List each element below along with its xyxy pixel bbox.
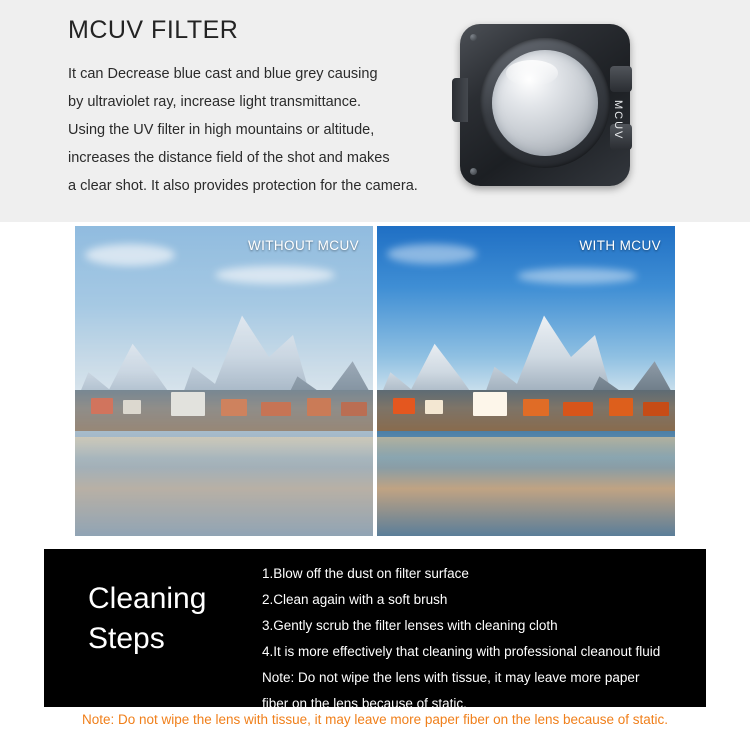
filter-notch-top (610, 66, 632, 92)
photo-without-filter (75, 226, 373, 536)
cleaning-step: 4.It is more effectively that cleaning with professional cleanout fluid (262, 644, 661, 659)
village-strip (377, 390, 675, 433)
description-line: Using the UV filter in high mountains or altitude, (68, 122, 375, 138)
house (523, 399, 549, 416)
photo-with-filter (377, 226, 675, 536)
screw-icon (470, 168, 477, 175)
cleaning-title (88, 579, 206, 659)
cloud (387, 244, 477, 264)
cleaning-step: 1.Blow off the dust on filter surface (262, 566, 469, 581)
filter-ring (480, 38, 610, 168)
description-line: It can Decrease blue cast and blue grey causing (68, 66, 378, 82)
description-line: increases the distance field of the shot and makes (68, 150, 390, 166)
top-description-section (0, 0, 750, 222)
house (473, 392, 507, 416)
cleaning-step: 2.Clean again with a soft brush (262, 592, 448, 607)
caption-without-mcuv: WITHOUT MCUV (247, 238, 359, 253)
water-reflection (377, 437, 675, 469)
cleaning-note-line: Note: Do not wipe the lens with tissue, it may leave more paper (262, 670, 640, 685)
description-line: a clear shot. It also provides protection for the camera. (68, 178, 418, 194)
filter-mount-tab (452, 78, 468, 122)
footer-warning-note: Note: Do not wipe the lens with tissue, it may leave more paper fiber on the lens because of static. (81, 712, 669, 727)
house (393, 398, 415, 414)
cleaning-step: 3.Gently scrub the filter lenses with cleaning cloth (262, 618, 558, 633)
blue-haze-overlay (75, 226, 373, 536)
water (377, 431, 675, 536)
house (643, 402, 669, 416)
cloud (517, 268, 637, 284)
cleaning-steps-section (44, 549, 706, 711)
description-text (68, 60, 488, 200)
cleaning-note-line: fiber on the lens because of static. (262, 696, 467, 711)
page-title: MCUV FILTER (68, 16, 239, 44)
screw-icon (470, 34, 477, 41)
filter-brand-label: MCUV (612, 100, 624, 141)
house (563, 402, 593, 416)
cleaning-steps-list (262, 561, 692, 717)
comparison-section (0, 222, 750, 542)
filter-glass (492, 50, 598, 156)
cleaning-title-line1: Cleaning (88, 582, 207, 615)
description-line: by ultraviolet ray, increase light transmittance. (68, 94, 362, 110)
filter-housing (460, 24, 630, 186)
house (609, 398, 633, 416)
mcuv-filter-product-image (452, 16, 648, 194)
caption-with-mcuv: WITH MCUV (579, 238, 661, 253)
cleaning-title-line2: Steps (88, 622, 165, 655)
house (425, 400, 443, 414)
